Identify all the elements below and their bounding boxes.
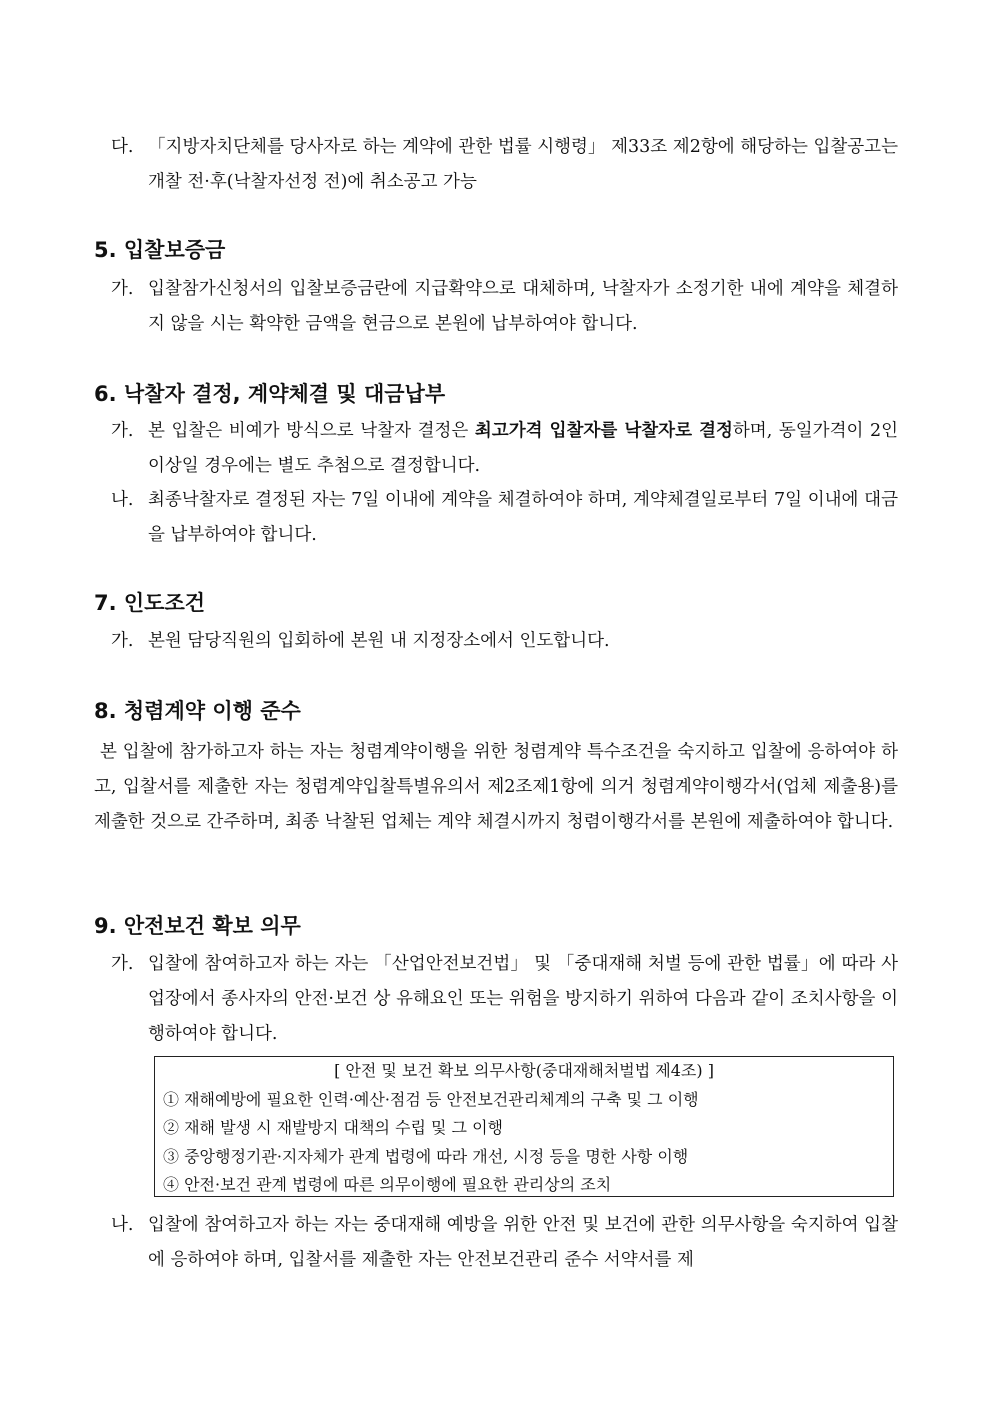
section-8-paragraph-block xyxy=(0,735,992,840)
section-9-item-na xyxy=(0,1208,992,1278)
box-item: ③ 중앙행정기관·지자체가 관계 법령에 따라 개선, 시정 등을 명한 사항 이행 xyxy=(163,1146,689,1166)
section-9-item-ga xyxy=(0,947,992,1052)
box-item: ④ 안전·보건 관계 법령에 따른 의무이행에 필요한 관리상의 조치 xyxy=(163,1175,612,1194)
clause-da-item xyxy=(0,130,992,200)
section-9-heading: 9. 안전보건 확보 의무 xyxy=(94,914,301,938)
section-8-paragraph: 본 입찰에 참가하고자 하는 자는 청렴계약이행을 위한 청렴계약 특수조건을 숙지하고 입찰에 응하여야 하고, 입찰서를 제출한 자는 청렴계약입찰특별유의서 제2조제1항에 의거 청렴계약이행각서(업체 제출용)를 제출한 것으로 간주하며, 최종 낙찰된 업체는 계약 체결시까지 청렴이행각서를 본원에 제출하여야 합니다. xyxy=(94,742,898,832)
section-6-heading: 6. 낙찰자 결정, 계약체결 및 대금납부 xyxy=(94,382,446,406)
section-8-heading: 8. 청렴계약 이행 준수 xyxy=(94,699,301,723)
item-text: 입찰에 참여하고자 하는 자는 중대재해 예방을 위한 안전 및 보건에 관한 의무사항을 숙지하여 입찰에 응하여야 하며, 입찰서를 제출한 자는 안전보건관리 준수 서약서를 제 xyxy=(148,1215,898,1270)
item-text-before: 본 입찰은 비예가 방식으로 낙찰자 결정은 xyxy=(148,421,475,441)
item-marker: 나. xyxy=(111,1215,134,1235)
item-text: 본원 담당직원의 입회하에 본원 내 지정장소에서 인도합니다. xyxy=(148,631,610,651)
section-5-item-ga xyxy=(0,272,992,342)
safety-obligations-box xyxy=(154,1056,894,1197)
item-text-after: 하며, 동일가격이 2인 이상일 경우에는 별도 추첨으로 결정합니다. xyxy=(148,421,899,476)
section-6-item-ga xyxy=(0,414,992,484)
item-text: 입찰에 참여하고자 하는 자는 「산업안전보건법」 및 「중대재해 처벌 등에 관한 법률」에 따라 사업장에서 종사자의 안전·보건 상 유해요인 또는 위험을 방지하기 위하여 다음과 같이 조치사항을 이행하여야 합니다. xyxy=(148,954,898,1044)
item-marker: 가. xyxy=(111,631,134,651)
section-7-heading: 7. 인도조건 xyxy=(94,591,206,615)
item-text-bold: 최고가격 입찰자를 낙찰자로 결정 xyxy=(474,421,733,441)
box-item: ② 재해 발생 시 재발방지 대책의 수립 및 그 이행 xyxy=(163,1118,503,1137)
item-marker: 가. xyxy=(111,954,134,974)
box-item: ① 재해예방에 필요한 인력·예산·점검 등 안전보건관리체계의 구축 및 그 이행 xyxy=(163,1089,699,1109)
item-marker: 가. xyxy=(111,421,134,441)
item-text: 최종낙찰자로 결정된 자는 7일 이내에 계약을 체결하여야 하며, 계약체결일로부터 7일 이내에 대금을 납부하여야 합니다. xyxy=(148,490,898,545)
section-6-item-na xyxy=(0,483,992,553)
section-5-heading: 5. 입찰보증금 xyxy=(94,238,226,262)
item-text: 입찰참가신청서의 입찰보증금란에 지급확약으로 대체하며, 낙찰자가 소정기한 내에 계약을 체결하지 않을 시는 확약한 금액을 현금으로 본원에 납부하여야 합니다. xyxy=(148,279,898,334)
item-marker: 가. xyxy=(111,279,134,299)
section-7-item-ga xyxy=(0,624,992,659)
item-marker: 나. xyxy=(111,490,134,510)
box-title: [ 안전 및 보건 확보 의무사항(중대재해처벌법 제4조) ] xyxy=(334,1061,714,1080)
item-marker: 다. xyxy=(111,137,134,157)
item-text: 「지방자치단체를 당사자로 하는 계약에 관한 법률 시행령」 제33조 제2항에 해당하는 입찰공고는 개찰 전·후(낙찰자선정 전)에 취소공고 가능 xyxy=(148,137,898,192)
